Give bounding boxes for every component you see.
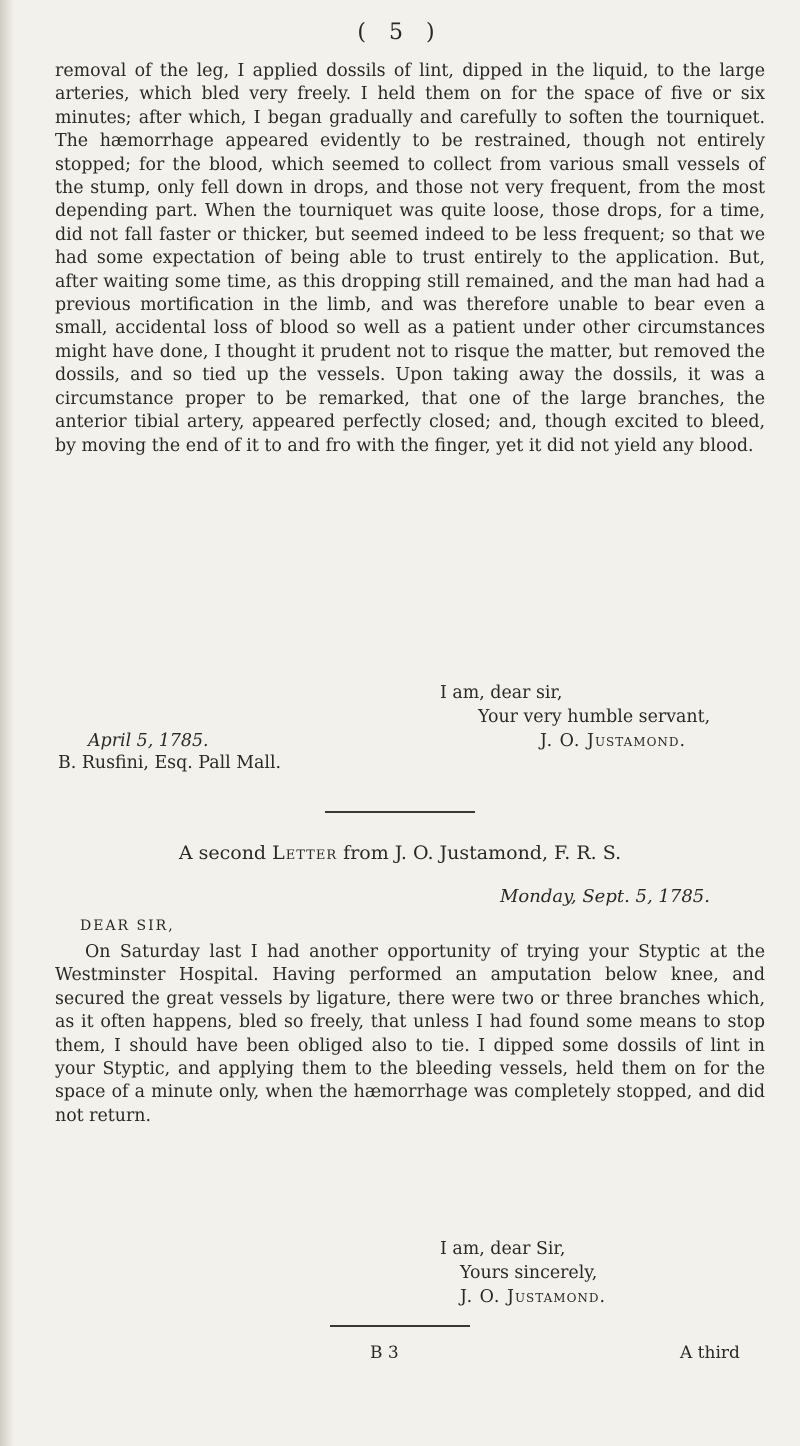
- letter1-addressee: B. Rusfini, Esq. Pall Mall.: [58, 753, 282, 773]
- letter1-paragraph: removal of the leg, I applied dossils of lint, dipped in the liquid, to the large arteries, which bled very freely. I held them on for the space of five or six minutes; after which, I began gradually and carefully to soften the tourniquet. The hæmorrhage appeared evidently to be restrained, though not entirely stopped; for the blood, which seemed to collect from various small vessels of the stump, only fell down in drops, and those not very frequent, from the most depending part. When the tourniquet was quite loose, those drops, for a time, did not fall faster or thicker, but seemed indeed to be less frequent; so that we had some expectation of being able to trust entirely to the application. But, after waiting some time, as this dropping still remained, and the man had had a previous mortification in the limb, and was therefore unable to bear even a small, accidental loss of blood so well as a patient under other circumstances might have done, I thought it prudent not to risque the matter, but removed the dossils, and so tied up the vessels. Upon taking away the dossils, it was a circumstance proper to be remarked, that one of the large branches, the anterior tibial artery, appeared perfectly closed; and, though excited to bleed, by moving the end of it to and fro with the finger, yet it did not yield any blood.: [55, 61, 765, 456]
- letter2-closing: I am, dear Sir,: [440, 1239, 566, 1259]
- footer-divider: [330, 1325, 470, 1327]
- letter1-body: [55, 60, 765, 458]
- letter1-closing-servant: Your very humble servant,: [478, 707, 711, 727]
- heading-suffix: from J. O. Justamond, F. R. S.: [343, 842, 622, 864]
- letter2-closing-sincerely: Yours sincerely,: [460, 1263, 598, 1283]
- letter2-salutation: DEAR SIR,: [80, 918, 175, 934]
- letter1-closing: I am, dear sir,: [440, 683, 563, 703]
- letter1-signature: J. O. Justamond.: [540, 731, 687, 751]
- heading-letter-word: Letter: [272, 842, 338, 864]
- catchword: A third: [680, 1343, 740, 1363]
- heading-prefix: A second: [178, 842, 267, 864]
- letter2-dateline: Monday, Sept. 5, 1785.: [500, 886, 710, 907]
- page-number: ( 5 ): [357, 20, 443, 45]
- letter2-heading: [0, 842, 800, 864]
- letter2-paragraph: On Saturday last I had another opportunity of trying your Styptic at the Westminster Hospital. Having performed an amputation below knee, and secured the great vessels by ligature, there were two or three branches which, as it often happens, bled so freely, that unless I had found some means to stop them, I should have been obliged also to tie. I dipped some dossils of lint in your Styptic, and applying them to the bleeding vessels, held them on for the space of a minute only, when the hæmorrhage was completely stopped, and did not return.: [55, 942, 765, 1126]
- letter2-signature: J. O. Justamond.: [460, 1287, 607, 1307]
- letter1-date: April 5, 1785.: [88, 731, 209, 751]
- letter2-body: [55, 941, 765, 1128]
- page-edge-shadow: [0, 0, 14, 1446]
- section-divider: [325, 811, 475, 813]
- signature-mark: B 3: [370, 1343, 399, 1363]
